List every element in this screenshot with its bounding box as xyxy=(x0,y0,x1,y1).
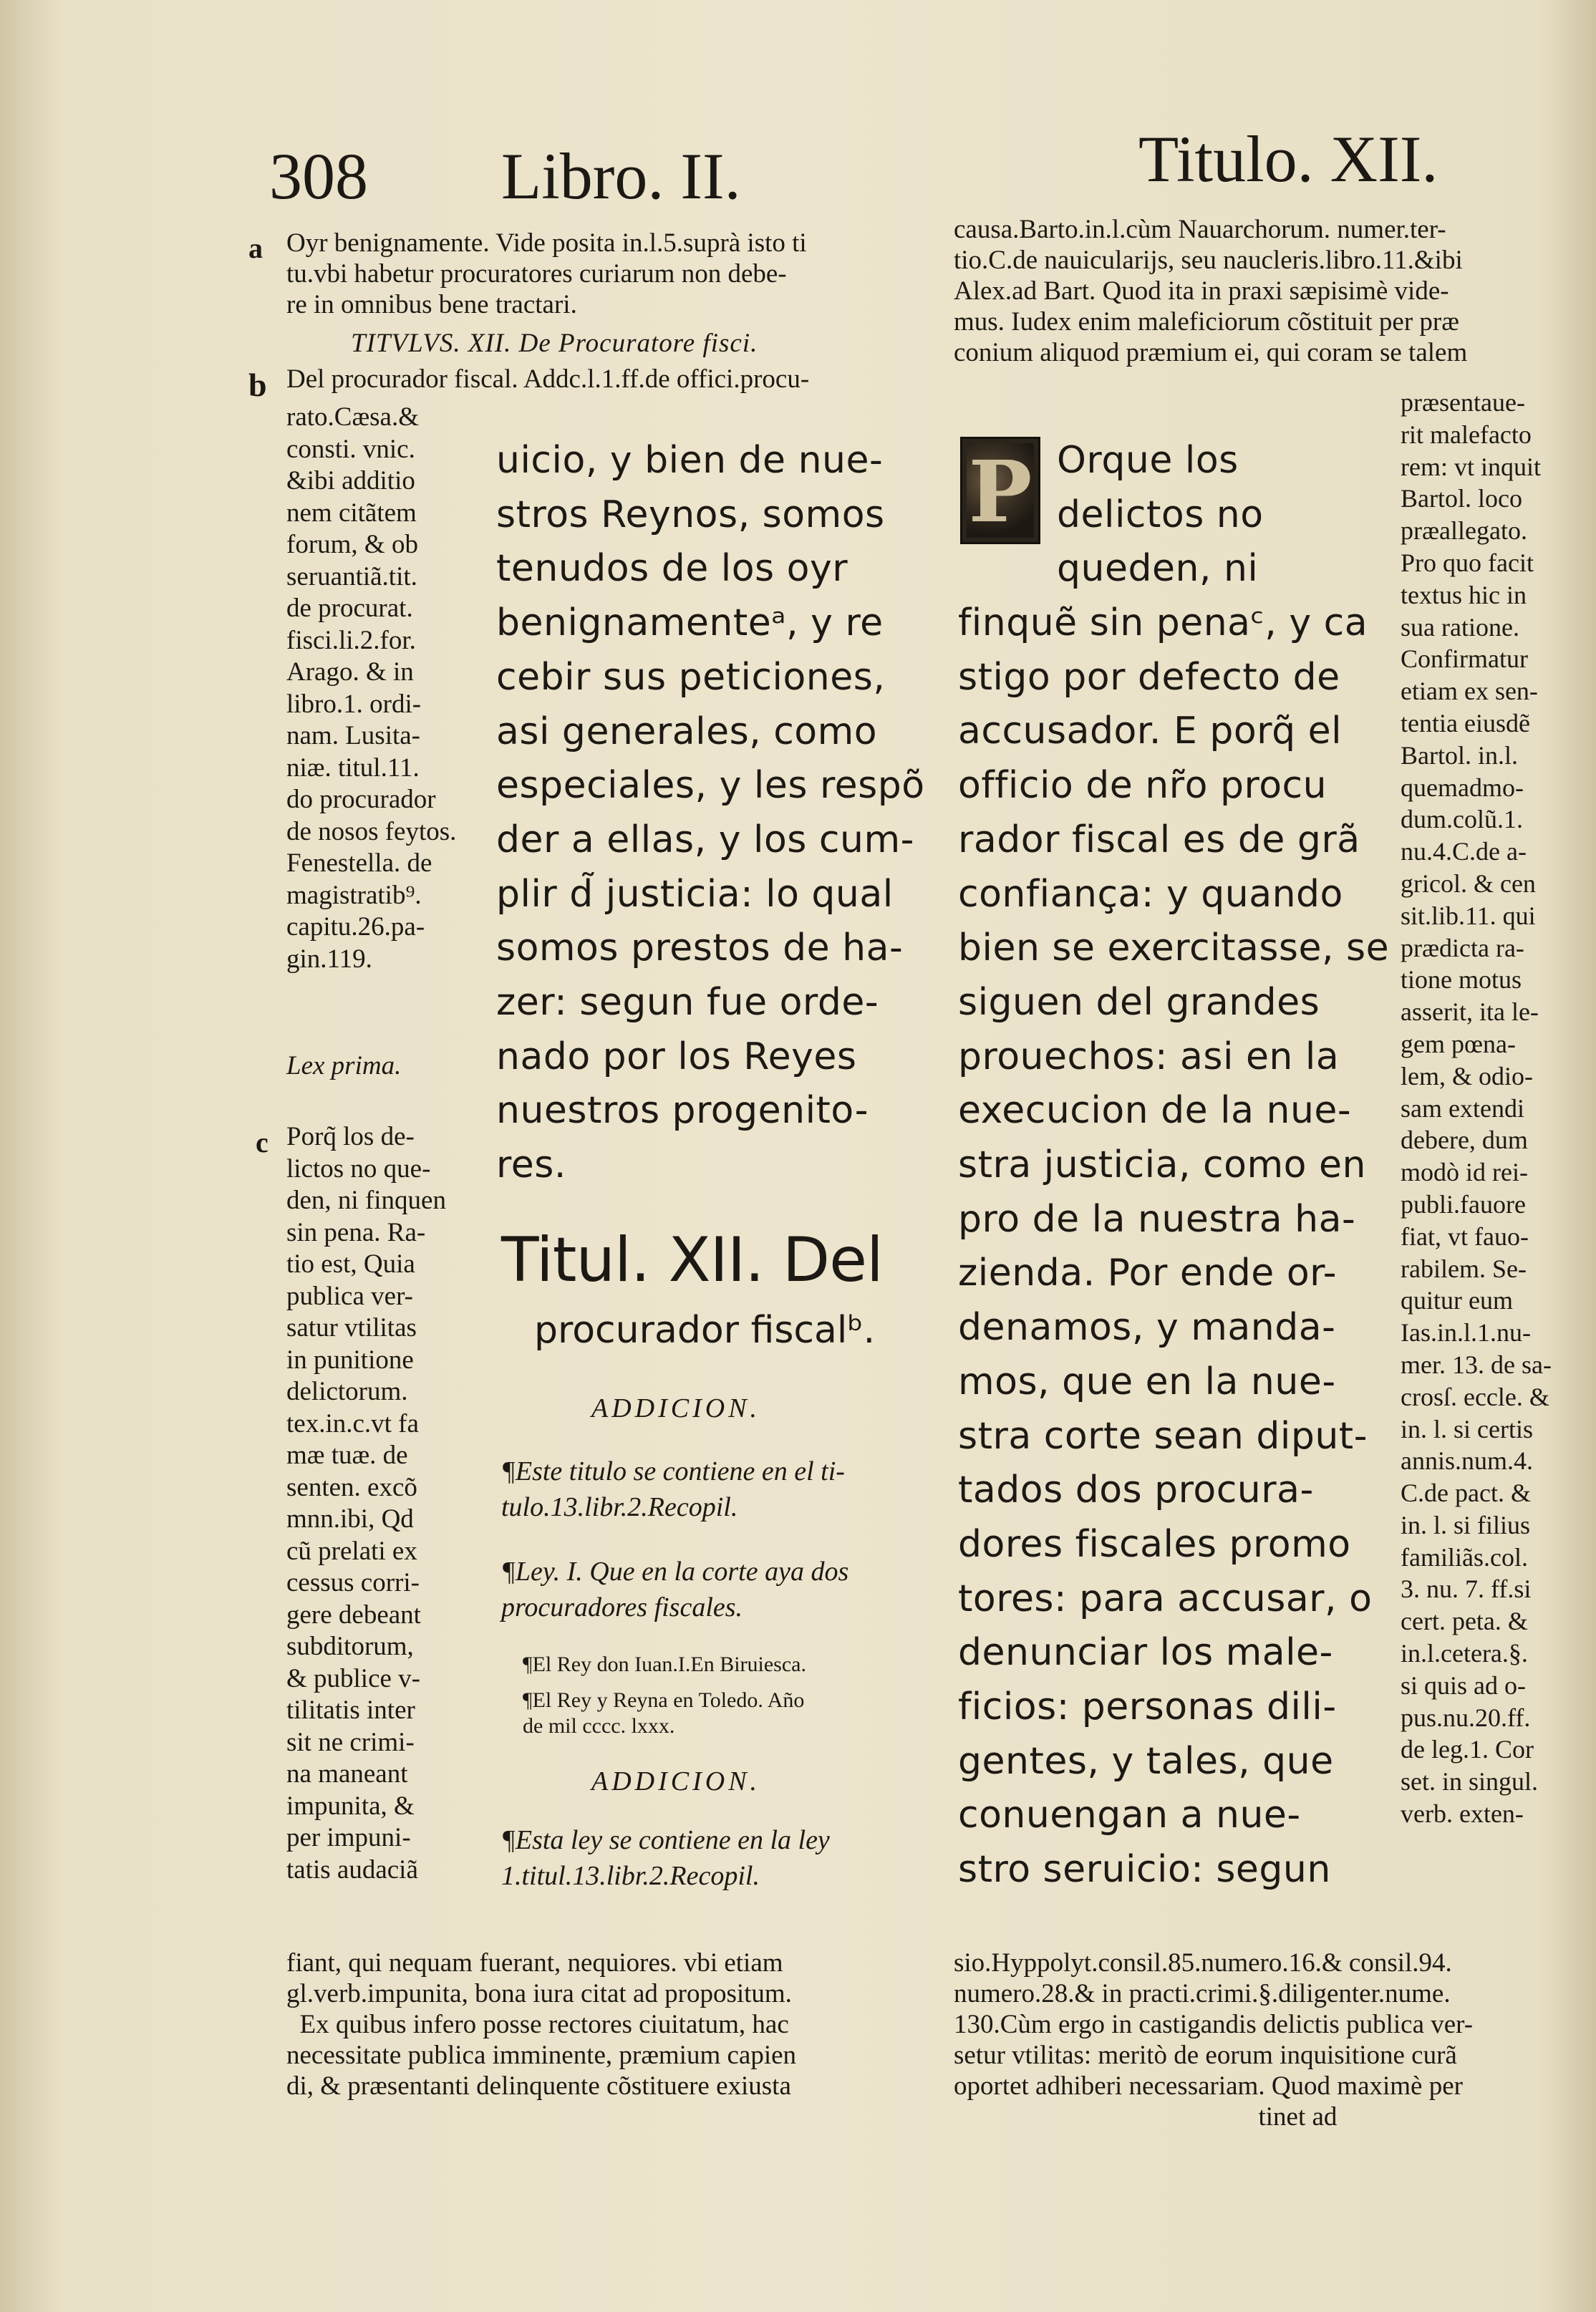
titul-heading-title: Titul. XII. Del xyxy=(501,1224,883,1296)
right-gloss-top: causa.Barto.in.l.cùm Nauarchorum. numer.ter- tio.C.de nauicularijs, seu naucleris.libro.11.&ibi Alex.ad Bart. Quod ita in praxi sæpisimè vide- mus. Iudex enim maleficiorum cõstituit per præ conium aliquod præmium ei, qui coram se talem xyxy=(954,215,1468,367)
decorated-initial xyxy=(960,437,1040,544)
main-text-column-b-top: Orque los delictos no queden, ni xyxy=(1057,439,1264,591)
gloss-marker-c: c xyxy=(256,1126,269,1159)
right-margin-gloss-column: præsentaue- rit malefacto rem: vt inquit Bartol. loco præallegato. Pro quo facit textus hic in sua ratione. Confirmatur etiam ex sen- tentia eiusdẽ Bartol. in.l. quemadmo- dum.colũ.1. nu.4.C.de a- gricol. & cen sit.lib.11. qui prædicta ra- tione motus asserit, ita le- gem pœna- lem, & odio- sam extendi debere, dum modò id rei- publi.fauore fiat, vt fauo- rabilem. Se- quitur eum Ias.in.l.1.nu- mer. 13. de sa- crosſ. eccle. & in. l. si certis annis.num.4. C.de pact. & in. l. si filius familiãs.col. 3. nu. 7. ff.si cert. peta. & in.l.cetera.§. si quis ad o- pus.nu.20.ff. de leg.1. Cor set. in singul. verb. exten- xyxy=(1401,388,1552,1829)
titulus-heading: TITVLVS. XII. De Procuratore fisci. xyxy=(351,329,758,358)
title-heading: Titulo. XII. xyxy=(1138,122,1438,195)
main-text-column-b: finquẽ sin penaᶜ, y ca stigo por defecto de accusador. E porq̃ el officio de nr̃o procu rador fiscal es de grã confiança: y quando bien se exercitasse, se siguen del grandes prouechos: asi en la execucion de la nue- stra justicia, como en pro de la nuestra ha- zienda. Por ende or- denamos, y manda- mos, que en la nue- stra corte sean diput- tados dos procura- dores fiscales promo tores: para accusar, o denunciar los male- ficios: personas dili- gentes, y tales, que conuengan a nue- stro seruicio: segun xyxy=(958,601,1390,1892)
addicion-1-note-2: ¶El Rey y Reyna en Toledo. Año de mil cccc. lxxx. xyxy=(523,1688,805,1738)
book-heading: Libro. II. xyxy=(501,140,741,213)
lex-prima-label: Lex prima. xyxy=(286,1051,402,1080)
addicion-2-text-1: ¶Esta ley se contiene en la ley 1.titul.13.libr.2.Recopil. xyxy=(501,1825,830,1891)
gloss-b-first-line: Del procurador fiscal. Addc.l.1.ff.de offici.procu- xyxy=(286,364,810,394)
right-gloss-bottom: sio.Hyppolyt.consil.85.numero.16.& consil.94. numero.28.& in practi.crimi.§.diligenter.nume. 130.Cùm ergo in castigandis delictis publica ver- setur vtilitas: meritò de eorum inquisitione curã oportet adhiberi necessariam. Quod maximè per tinet ad xyxy=(954,1948,1474,2132)
addicion-1-note-1: ¶El Rey don Iuan.I.En Biruiesca. xyxy=(523,1653,806,1676)
gloss-a: Oyr benignamente. Vide posita in.l.5.suprà isto ti tu.vbi habetur procuratores curiarum non debe- re in omnibus bene tractari. xyxy=(286,228,807,319)
drop-cap-letter: P xyxy=(968,442,1032,541)
gloss-b-column: rato.Cæsa.& consti. vnic. &ibi additio nem citãtem forum, & ob seruantiã.tit. de procurat. fisci.li.2.for. Arago. & in libro.1. ordi- nam. Lusita- niæ. titul.11. do procurador de nosos feytos. Fenestella. de magistratib⁹. capitu.26.pa- gin.119. xyxy=(286,402,457,974)
gloss-c-column: Porq̃ los de- lictos no que- den, ni finquen sin pena. Ra- tio est, Quia publica ver- satur vtilitas in punitione delictorum. tex.in.c.vt fa mæ tuæ. de senten. excõ mnn.ibi, Qd cũ prelati ex cessus corri- gere debeant subditorum, & publice v- tilitatis inter sit ne crimi- na maneant impunita, & per impuni- tatis audaciã xyxy=(286,1122,446,1885)
addicion-heading-1: ADDICION. xyxy=(591,1393,761,1423)
addicion-1-text-1: ¶Este titulo se contiene en el ti- tulo.13.libr.2.Recopil. xyxy=(501,1456,845,1522)
addicion-heading-2: ADDICION. xyxy=(591,1766,761,1796)
gloss-bottom: fiant, qui nequam fuerant, nequiores. vbi etiam gl.verb.impunita, bona iura citat ad propositum. Ex quibus infero posse rectores ciuitatum, hac necessitate publica imminente, præmium capien di, & præsentanti delinquente cõstituere exiusta xyxy=(286,1948,797,2101)
gloss-marker-b: b xyxy=(248,367,267,403)
gloss-marker-a: a xyxy=(248,232,263,264)
titul-heading-subtitle: procurador fiscalᵇ. xyxy=(534,1309,876,1352)
addicion-1-text-2: ¶Ley. I. Que en la corte aya dos procuradores fiscales. xyxy=(501,1557,849,1622)
page-number: 308 xyxy=(269,140,368,213)
main-text-column-a: uicio, y bien de nue- stros Reynos, somos tenudos de los oyr benignamenteᵃ, y re cebir sus peticiones, asi generales, como especiales, y les respõ der a ellas, y los cum- plir d̃ justicia: lo qual somos prestos de ha- zer: segun fue orde- nado por los Reyes nuestros progenito- res. xyxy=(496,439,925,1187)
